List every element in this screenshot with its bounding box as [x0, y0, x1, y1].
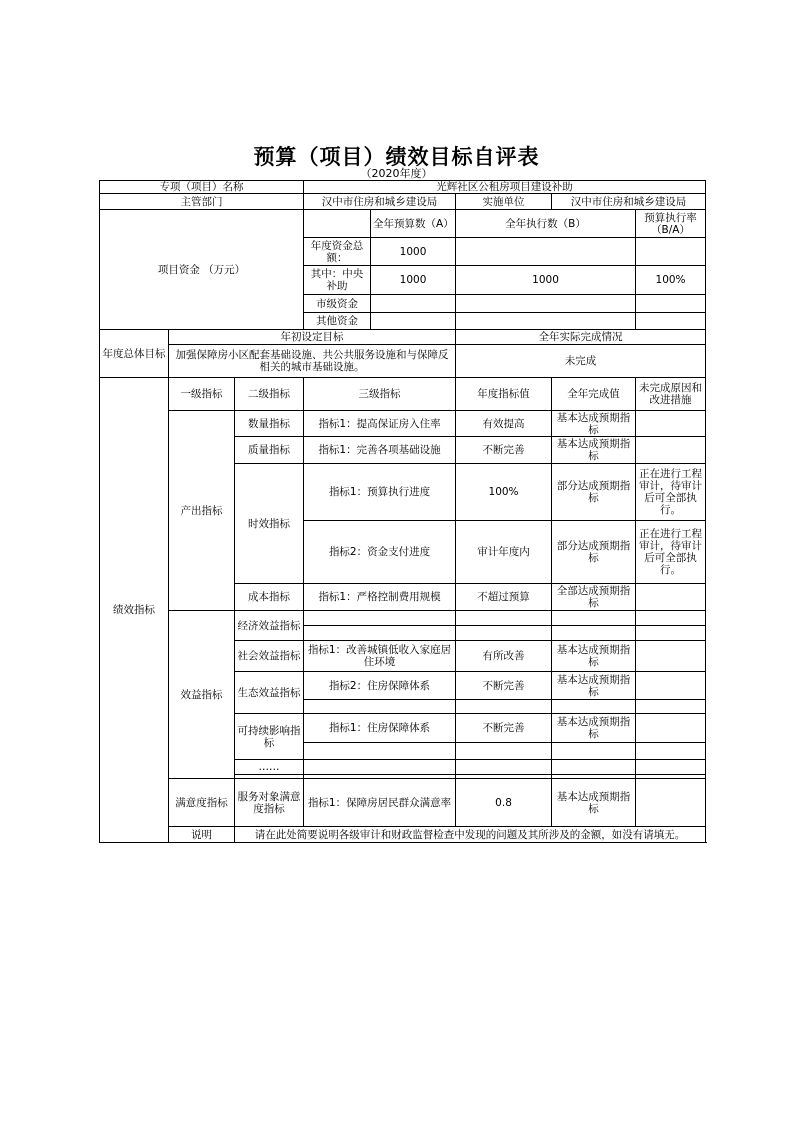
empty-cell — [552, 700, 636, 714]
document-title: 预算（项目）绩效目标自评表 — [253, 144, 540, 169]
funds-row-label: 其中：中央补助 — [304, 266, 371, 295]
indicator-level3: 指标1：住房保障体系 — [304, 714, 456, 743]
indicator-reason: 正在进行工程审计，待审计后可全部执行。 — [636, 521, 706, 584]
funds-label: 项目资金 （万元） — [100, 210, 304, 330]
indicator-done: 基本达成预期指标 — [552, 672, 636, 700]
funds-row-rate — [636, 313, 706, 330]
empty-cell — [636, 760, 706, 775]
project-name-label: 专项（项目）名称 — [100, 181, 304, 194]
goals-actual: 未完成 — [456, 345, 706, 378]
indicator-reason: 正在进行工程审计，待审计后可全部执行。 — [636, 464, 706, 521]
funds-col-b: 全年执行数（B） — [456, 210, 636, 238]
dept-value: 汉中市住房和城乡建设局 — [304, 194, 456, 210]
ecological-label: 生态效益指标 — [235, 672, 304, 714]
indicator-done: 基本达成预期指标 — [552, 641, 636, 672]
empty-cell — [552, 626, 636, 641]
indicator-target: 不断完善 — [456, 437, 552, 464]
indicator-level3: 指标1：预算执行进度 — [304, 464, 456, 521]
indicator-reason — [636, 411, 706, 437]
funds-row-b: 1000 — [456, 266, 636, 295]
empty-cell — [636, 626, 706, 641]
indicator-done: 基本达成预期指标 — [552, 437, 636, 464]
indicator-reason — [636, 641, 706, 672]
col-level3: 三级指标 — [304, 378, 456, 411]
empty-cell — [456, 760, 552, 775]
social-label: 社会效益指标 — [235, 641, 304, 672]
goals-actual-label: 全年实际完成情况 — [456, 330, 706, 345]
empty-cell — [552, 760, 636, 775]
funds-row-b — [456, 313, 636, 330]
goals-set: 加强保障房小区配套基础设施、共公共服务设施和与保障反相关的城市基础设施。 — [169, 345, 456, 378]
funds-row-a — [371, 313, 456, 330]
indicator-target: 审计年度内 — [456, 521, 552, 584]
sustain-label: 可持续影响指标 — [235, 714, 304, 760]
indicator-level3: 指标1：提高保证房入住率 — [304, 411, 456, 437]
satisfaction-indicators-label: 满意度指标 — [169, 779, 235, 827]
indicator-level3: 指标1：完善各项基础设施 — [304, 437, 456, 464]
project-name: 光辉社区公租房项目建设补助 — [304, 181, 706, 194]
funds-row-rate: 100% — [636, 266, 706, 295]
empty-cell — [636, 743, 706, 760]
note-label: 说明 — [169, 827, 235, 843]
service-satisfaction-label: 服务对象满意度指标 — [235, 779, 304, 827]
col-done: 全年完成值 — [552, 378, 636, 411]
indicator-done: 部分达成预期指标 — [552, 521, 636, 584]
impl-label: 实施单位 — [456, 194, 552, 210]
col-level1: 一级指标 — [169, 378, 235, 411]
indicators-label: 绩效指标 — [100, 378, 169, 843]
indicator-target: 有所改善 — [456, 641, 552, 672]
benefit-indicators-label: 效益指标 — [169, 611, 235, 779]
funds-row-a — [371, 295, 456, 313]
empty-cell — [636, 700, 706, 714]
indicator-done: 全部达成预期指标 — [552, 584, 636, 611]
funds-col-rate: 预算执行率（B/A） — [636, 210, 706, 238]
dept-label: 主管部门 — [100, 194, 304, 210]
empty-cell — [636, 611, 706, 626]
evaluation-table — [99, 180, 706, 843]
indicator-level3: 指标2：住房保障体系 — [304, 672, 456, 700]
funds-row-b — [456, 238, 636, 266]
funds-row-rate — [636, 238, 706, 266]
cost-label: 成本指标 — [235, 584, 304, 611]
empty-cell — [456, 611, 552, 626]
col-target: 年度指标值 — [456, 378, 552, 411]
note-text: 请在此处简要说明各级审计和财政监督检查中发现的问题及其所涉及的金额，如没有请填无。 — [235, 827, 706, 843]
ellipsis: …… — [235, 760, 304, 775]
indicator-target: 不超过预算 — [456, 584, 552, 611]
indicator-level3: 指标1：严格控制费用规模 — [304, 584, 456, 611]
economic-label: 经济效益指标 — [235, 611, 304, 641]
empty-cell — [552, 611, 636, 626]
indicator-done: 基本达成预期指标 — [552, 411, 636, 437]
empty-cell — [304, 760, 456, 775]
funds-row-label: 市级资金 — [304, 295, 371, 313]
empty-cell — [304, 611, 456, 626]
funds-corner — [304, 210, 371, 238]
funds-row-a: 1000 — [371, 266, 456, 295]
empty-cell — [304, 743, 456, 760]
empty-cell — [456, 626, 552, 641]
empty-cell — [456, 743, 552, 760]
indicator-reason — [636, 779, 706, 827]
funds-row-rate — [636, 295, 706, 313]
indicator-done: 部分达成预期指标 — [552, 464, 636, 521]
goals-set-label: 年初设定目标 — [169, 330, 456, 345]
empty-cell — [304, 626, 456, 641]
empty-cell — [304, 700, 456, 714]
col-reason: 未完成原因和改进措施 — [636, 378, 706, 411]
indicator-target: 不断完善 — [456, 714, 552, 743]
impl-value: 汉中市住房和城乡建设局 — [552, 194, 706, 210]
document-year: （2020年度） — [360, 167, 433, 180]
indicator-reason — [636, 437, 706, 464]
quantity-label: 数量指标 — [235, 411, 304, 437]
funds-row-label: 其他资金 — [304, 313, 371, 330]
indicator-level3: 指标1：改善城镇低收入家庭居住环境 — [304, 641, 456, 672]
indicator-level3: 指标2：资金支付进度 — [304, 521, 456, 584]
indicator-target: 0.8 — [456, 779, 552, 827]
indicator-level3: 指标1：保障房居民群众满意率 — [304, 779, 456, 827]
indicator-target: 不断完善 — [456, 672, 552, 700]
indicator-reason — [636, 584, 706, 611]
output-indicators-label: 产出指标 — [169, 411, 235, 611]
indicator-done: 基本达成预期指标 — [552, 779, 636, 827]
indicator-reason — [636, 672, 706, 700]
empty-cell — [552, 743, 636, 760]
col-level2: 二级指标 — [235, 378, 304, 411]
timeliness-label: 时效指标 — [235, 464, 304, 584]
goals-label: 年度总体目标 — [100, 330, 169, 378]
funds-row-b — [456, 295, 636, 313]
indicator-target: 有效提高 — [456, 411, 552, 437]
indicator-reason — [636, 714, 706, 743]
empty-cell — [456, 700, 552, 714]
indicator-target: 100% — [456, 464, 552, 521]
indicator-done: 基本达成预期指标 — [552, 714, 636, 743]
funds-row-a: 1000 — [371, 238, 456, 266]
quality-label: 质量指标 — [235, 437, 304, 464]
funds-col-a: 全年预算数（A） — [371, 210, 456, 238]
funds-row-label: 年度资金总额： — [304, 238, 371, 266]
